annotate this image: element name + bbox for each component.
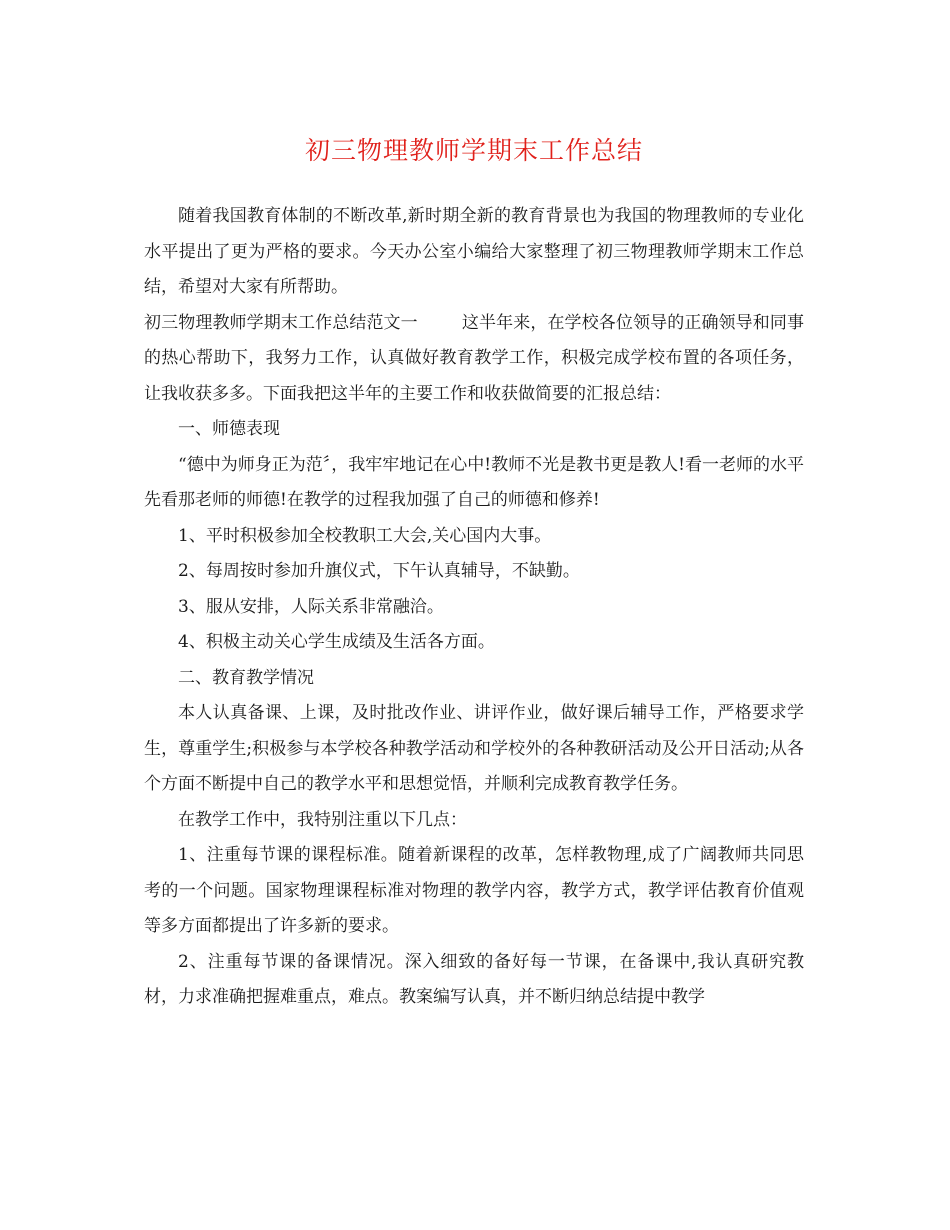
intro-paragraph: 随着我国教育体制的不断改革,新时期全新的教育背景也为我国的物理教师的专业化水平提出了更为严格的要求。今天办公室小编给大家整理了初三物理教师学期末工作总结，希望对大家有所帮助。 <box>144 206 804 297</box>
section1-heading: 一、师德表现 <box>178 419 280 439</box>
list-item-2: 2、每周按时参加升旗仪式，下午认真辅导，不缺勤。 <box>178 561 580 581</box>
section2-body: 本人认真备课、上课，及时批改作业、讲评作业，做好课后辅导工作，严格要求学生，尊重学生;积极参与本学校各种教学活动和学校外的各种教研活动及公开日活动;从各个方面不断提中自己的教学水平和思想觉悟，并顺利完成教育教学任务。 <box>144 703 804 794</box>
document-body <box>144 199 804 1016</box>
section1-quote: “德中为师身正为范〞，我牢牢地记在心中!教师不光是教书更是教人!看一老师的水平先看那老师的师德!在教学的过程我加强了自己的师德和修养! <box>144 454 804 510</box>
list-item-1: 1、平时积极参加全校教职工大会,关心国内大事。 <box>178 525 552 546</box>
sample-label: 初三物理教师学期末工作总结范文一 <box>144 312 418 333</box>
focus-item-1: 1、注重每节课的课程标准。随着新课程的改革，怎样教物理,成了广阔教师共同思考的一个问题。国家物理课程标准对物理的教学内容，教学方式，教学评估教育价值观等多方面都提出了许多新的要求。 <box>144 845 804 936</box>
list-item-4: 4、积极主动关心学生成绩及生活各方面。 <box>178 632 495 652</box>
list-item-3: 3、服从安排，人际关系非常融洽。 <box>178 596 444 617</box>
document-title: 初三物理教师学期末工作总结 <box>304 136 643 165</box>
sample-paragraph <box>144 306 804 413</box>
section2-heading: 二、教育教学情况 <box>178 667 314 688</box>
focus-item-2: 2、注重每节课的备课情况。深入细致的备好每一节课，在备课中,我认真研究教材，力求准确把握难重点，难点。教案编写认真，并不断归纳总结提中教学 <box>144 951 804 1007</box>
focus-intro: 在教学工作中，我特别注重以下几点： <box>178 809 467 830</box>
sample-intro: 这半年来，在学校各位领导的正确领导和同事的热心帮助下，我努力工作，认真做好教育教学工作，积极完成学校布置的各项任务，让我收获多多。下面我把这半年的主要工作和收获做简要的汇报总结： <box>144 312 805 404</box>
